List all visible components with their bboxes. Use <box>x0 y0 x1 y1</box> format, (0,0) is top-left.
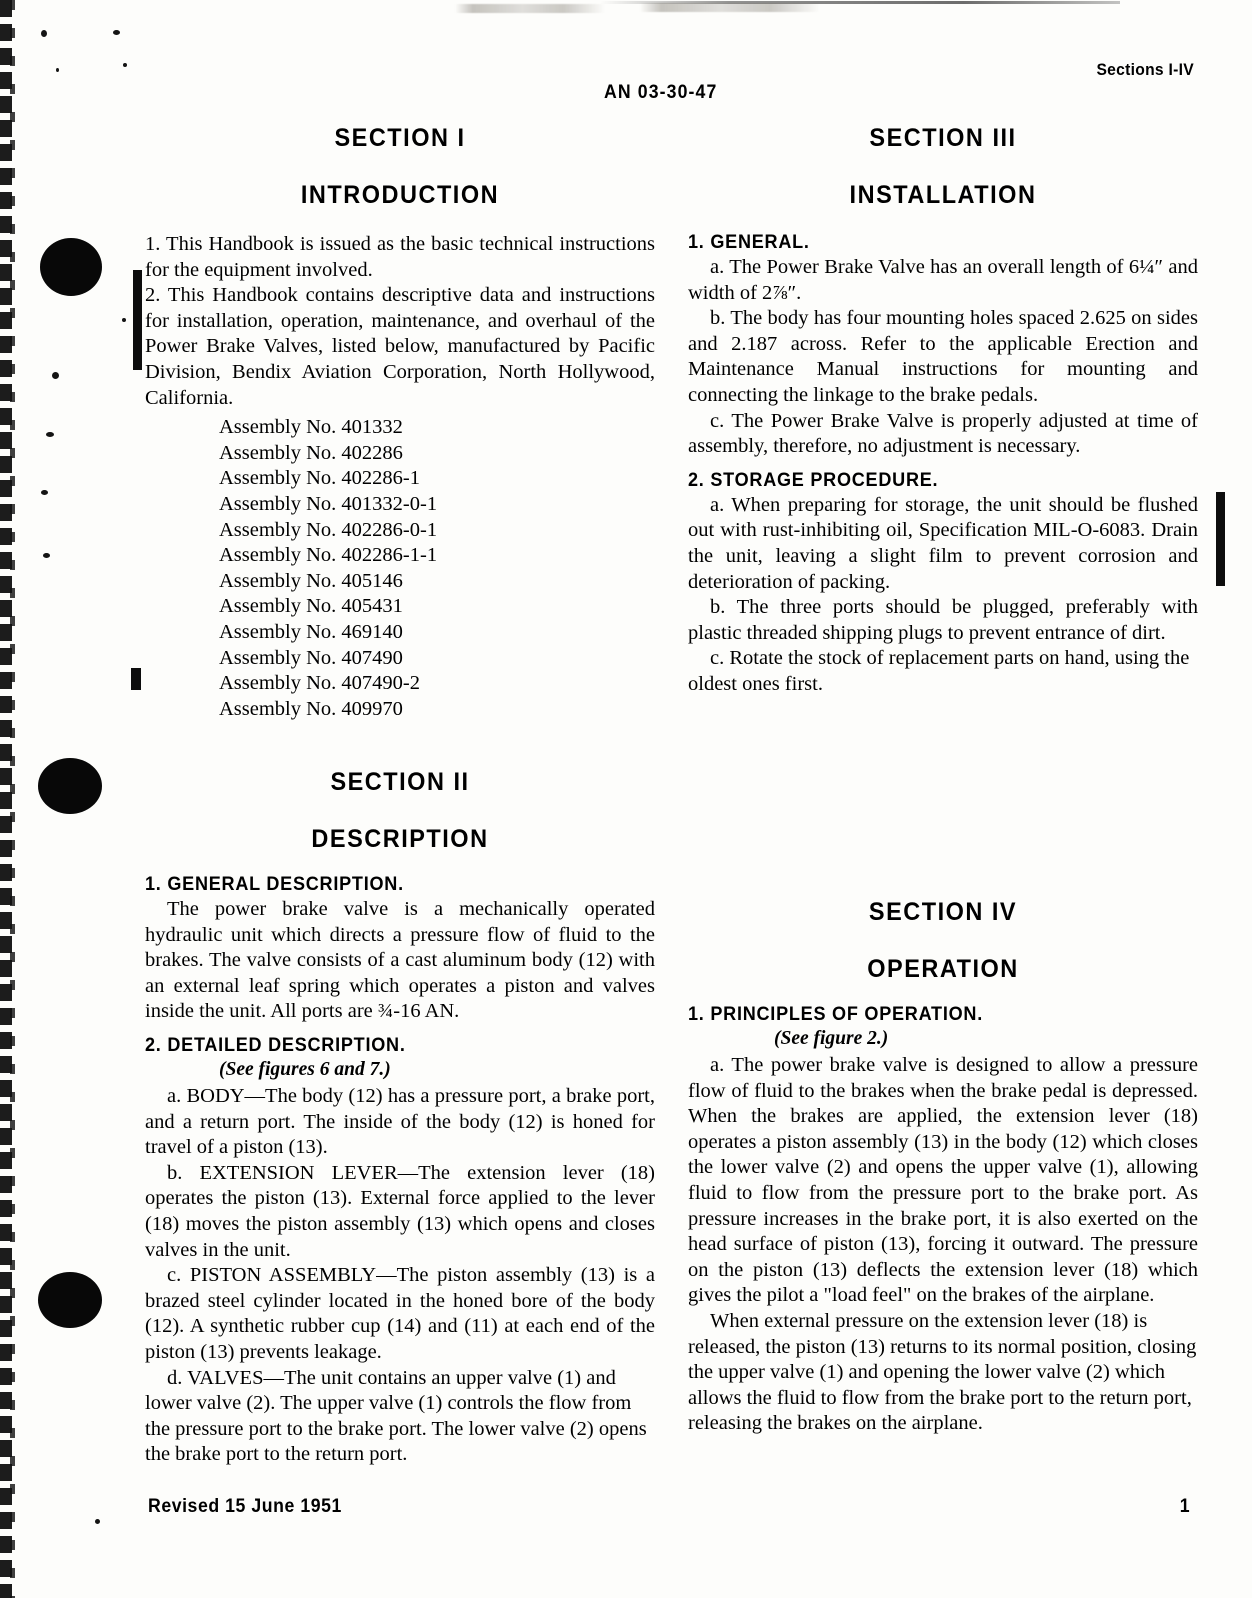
list-item: Assembly No. 402286-1 <box>219 467 421 490</box>
list-item: Assembly No. 407490-2 <box>219 672 421 695</box>
scan-speck <box>95 1519 100 1524</box>
section-4-title: SECTION IV <box>868 898 1018 926</box>
scan-speck <box>41 490 48 495</box>
list-item: Assembly No. 405431 <box>219 595 403 618</box>
list-item: Assembly No. 402286-0-1 <box>219 518 438 541</box>
section-3-subtitle: INSTALLATION <box>849 181 1037 209</box>
section-4-heading-principles: 1. PRINCIPLES OF OPERATION. <box>688 1004 983 1025</box>
list-item: Assembly No. 409970 <box>219 697 403 720</box>
scan-speck <box>56 68 59 72</box>
change-bar-assembly <box>131 668 141 690</box>
footer-revision-date: Revised 15 June 1951 <box>148 1496 342 1517</box>
scan-binding-edge-inner <box>10 0 15 1598</box>
list-item: Assembly No. 401332-0-1 <box>219 492 438 515</box>
scan-speck <box>43 553 50 558</box>
install-item-dimensions: a. The Power Brake Valve has an overall length of 6¼″ and width of 2⅞″. <box>688 256 1198 304</box>
header-document-number: AN 03-30-47 <box>604 82 718 103</box>
header-sections-label: Sections I-IV <box>1096 60 1194 79</box>
storage-item-flush: a. When preparing for storage, the unit should be flushed out with rust-inhibiting oil, Specification MIL-O-6083. Drain the unit, leaving a slight film to prevent corrosion and deterioration of packing. <box>688 493 1198 593</box>
section-1-title: SECTION I <box>334 124 466 152</box>
storage-item-plugs: b. The three ports should be plugged, preferably with plastic threaded shipping plugs to prevent entrance of dirt. <box>688 596 1198 644</box>
detail-item-body: a. BODY—The body (12) has a pressure port, a brake port, and a return port. The inside of the body (12) is honed for travel of a piston (13). <box>145 1084 655 1159</box>
right-column-section-4 <box>688 898 1198 1437</box>
section-3-title: SECTION III <box>869 124 1017 152</box>
figure-reference-6-7: (See figures 6 and 7.) <box>219 1058 391 1080</box>
figure-reference-2: (See figure 2.) <box>774 1028 889 1049</box>
section-2-title: SECTION II <box>330 768 470 796</box>
intro-paragraph-1: 1. This Handbook is issued as the basic technical instructions for the equipment involved. <box>145 233 655 281</box>
list-item: Assembly No. 469140 <box>219 620 403 643</box>
right-column <box>688 124 1198 698</box>
list-item: Assembly No. 402286 <box>219 441 403 464</box>
scan-speck <box>122 318 126 322</box>
left-column <box>145 124 655 722</box>
install-item-mounting-holes: b. The body has four mounting holes spaced 2.625 on sides and 2.187 across. Refer to the applicable Erection and Maintenance Manual instructions for mounting and connecting the linkage to the brake pedals. <box>688 307 1198 406</box>
change-bar-intro <box>133 270 142 370</box>
operation-paragraph-2: When external pressure on the extension lever (18) is released, the piston (13) returns to its normal position, closing the upper valve (1) and opening the lower valve (2) which allows the fluid to flow from the brake port to the return port, releasing the brakes on the airplane. <box>688 1309 1197 1435</box>
punch-hole-bottom <box>38 1272 102 1328</box>
install-item-adjustment: c. The Power Brake Valve is properly adjusted at time of assembly, therefore, no adjustment is necessary. <box>688 409 1198 458</box>
general-description-text: The power brake valve is a mechanically operated hydraulic unit which directs a pressure flow of fluid to the brakes. The valve consists of a cast aluminum body (12) with an external leaf spring which operates a piston and valves inside the unit. All ports are ¾-16 AN. <box>145 898 655 1023</box>
detail-item-valves: d. VALVES—The unit contains an upper valve (1) and lower valve (2). The upper valve (1) controls the flow from the pressure port to the brake port. The lower valve (2) opens the brake port to the return port. <box>145 1366 647 1466</box>
punch-hole-middle <box>38 758 102 814</box>
scan-speck <box>52 372 59 379</box>
scan-speck <box>113 30 120 35</box>
list-item: Assembly No. 407490 <box>219 646 403 669</box>
storage-item-rotate-stock: c. Rotate the stock of replacement parts on hand, using the oldest ones first. <box>688 647 1190 695</box>
left-column-section-2 <box>145 768 655 1468</box>
intro-paragraph-2: 2. This Handbook contains descriptive data and instructions for installation, operation, maintenance, and overhaul of the Power Brake Valves, listed below, manufactured by Pacific Division, Bendix Aviation Corporation, North Hollywood, California. <box>145 284 655 409</box>
section-1-subtitle: INTRODUCTION <box>300 181 500 209</box>
section-4-subtitle: OPERATION <box>867 955 1019 983</box>
assembly-number-list <box>145 415 655 722</box>
list-item: Assembly No. 402286-1-1 <box>219 544 438 567</box>
operation-item-a: a. The power brake valve is designed to allow a pressure flow of fluid to the brakes when the brake pedal is depressed. When the brakes are applied, the extension lever (18) operates a piston assembly (13) in the body (12) which closes the lower valve (2) and opens the upper valve (1), allowing fluid to flow from the pressure port to the brake port. As pressure increases in the brake port, it is also exerted on the head surface of piston (13), forcing it outward. The pressure on the piston (13) deflects the extension lever (18) which gives the pilot a "load feel" on the brakes of the airplane. <box>688 1054 1198 1307</box>
section-3-heading-general: 1. GENERAL. <box>688 232 810 253</box>
scan-speck <box>46 432 54 437</box>
punch-hole-top <box>40 238 102 296</box>
list-item: Assembly No. 405146 <box>219 569 403 592</box>
scan-speck <box>123 63 127 67</box>
change-bar-storage <box>1216 492 1225 586</box>
section-2-heading-detailed: 2. DETAILED DESCRIPTION. <box>145 1034 406 1056</box>
scan-smudge-top-right <box>640 3 820 12</box>
section-3-heading-storage: 2. STORAGE PROCEDURE. <box>688 469 939 491</box>
detail-item-piston-assembly: c. PISTON ASSEMBLY—The piston assembly (13) is a brazed steel cylinder located in the honed bore of the body (12). A synthetic rubber cup (14) and (11) at each end of the piston (13) prevents leakage. <box>145 1264 655 1363</box>
footer-page-number: 1 <box>1179 1496 1190 1517</box>
detail-item-extension-lever: b. EXTENSION LEVER—The extension lever (18) operates the piston (13). External force applied to the lever (18) moves the piston assembly (13) which opens and closes valves in the unit. <box>145 1161 655 1261</box>
section-2-subtitle: DESCRIPTION <box>311 825 489 853</box>
list-item: Assembly No. 401332 <box>219 416 403 439</box>
scan-smudge-top-left <box>455 4 605 13</box>
section-2-heading-general: 1. GENERAL DESCRIPTION. <box>145 874 404 895</box>
scan-speck <box>41 30 47 37</box>
